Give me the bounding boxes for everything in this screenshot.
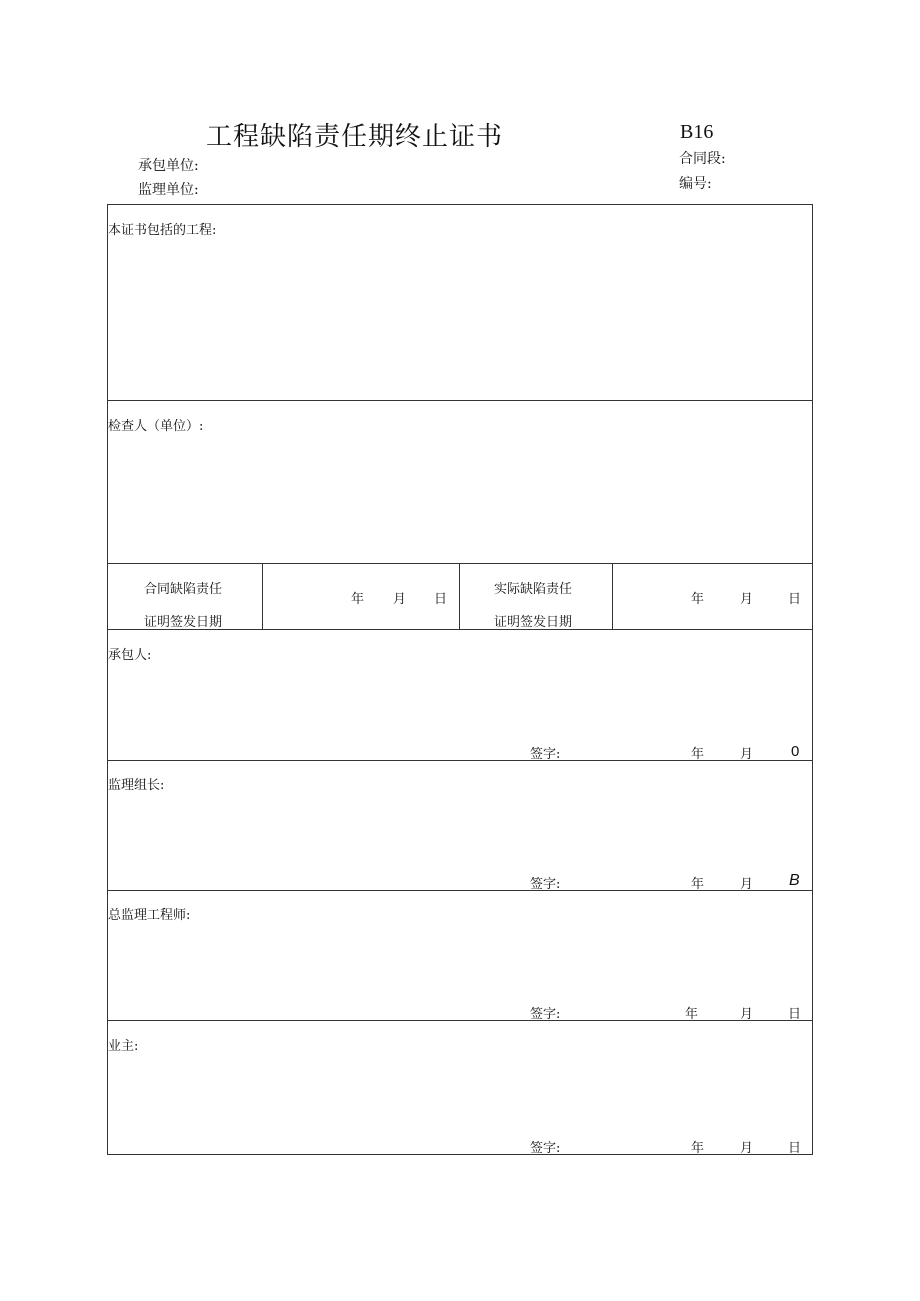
contract-date-month: 月 xyxy=(393,592,407,607)
supervision-unit-label: 监理单位: xyxy=(138,182,199,198)
contract-date-label-line1: 合同缺陷责任 xyxy=(144,582,223,597)
leader-month: 月 xyxy=(740,877,754,892)
contractor-sign-label: 签字: xyxy=(530,747,561,762)
chief-day: 日 xyxy=(788,1007,802,1022)
inspector-label: 检查人（单位）: xyxy=(108,419,204,434)
owner-label: 业主: xyxy=(108,1039,139,1054)
contract-date-year: 年 xyxy=(351,592,365,607)
actual-date-year: 年 xyxy=(691,592,705,607)
contractor-year: 年 xyxy=(691,747,705,762)
contract-date-day: 日 xyxy=(434,592,448,607)
divider xyxy=(107,1020,813,1021)
contract-section-label: 合同段: xyxy=(679,151,726,167)
chief-year: 年 xyxy=(685,1007,699,1022)
leader-day: B xyxy=(789,872,800,889)
divider xyxy=(107,890,813,891)
owner-sign-label: 签字: xyxy=(530,1141,561,1156)
actual-date-month: 月 xyxy=(740,592,754,607)
contractor-day: 0 xyxy=(791,743,800,760)
divider xyxy=(459,563,460,629)
actual-date-label-line2: 证明签发日期 xyxy=(494,615,573,630)
number-label: 编号: xyxy=(679,176,712,192)
chief-engineer-label: 总监理工程师: xyxy=(108,908,191,923)
project-scope-label: 本证书包括的工程: xyxy=(108,223,217,238)
contractor-unit-label: 承包单位: xyxy=(138,158,199,174)
owner-month: 月 xyxy=(740,1141,754,1156)
contractor-label: 承包人: xyxy=(108,648,152,663)
form-code: B16 xyxy=(680,121,714,143)
owner-year: 年 xyxy=(691,1141,705,1156)
chief-sign-label: 签字: xyxy=(530,1007,561,1022)
contractor-month: 月 xyxy=(740,747,754,762)
supervision-leader-label: 监理组长: xyxy=(108,778,165,793)
divider xyxy=(612,563,613,629)
certificate-table xyxy=(107,204,813,1155)
actual-date-label-line1: 实际缺陷责任 xyxy=(494,582,573,597)
leader-sign-label: 签字: xyxy=(530,877,561,892)
owner-day: 日 xyxy=(788,1141,802,1156)
divider xyxy=(107,760,813,761)
actual-date-day: 日 xyxy=(788,592,802,607)
divider xyxy=(262,563,263,629)
page-title: 工程缺陷责任期终止证书 xyxy=(206,122,504,152)
leader-year: 年 xyxy=(691,877,705,892)
divider xyxy=(107,563,813,564)
chief-month: 月 xyxy=(740,1007,754,1022)
contract-date-label-line2: 证明签发日期 xyxy=(144,615,223,630)
divider xyxy=(107,400,813,401)
